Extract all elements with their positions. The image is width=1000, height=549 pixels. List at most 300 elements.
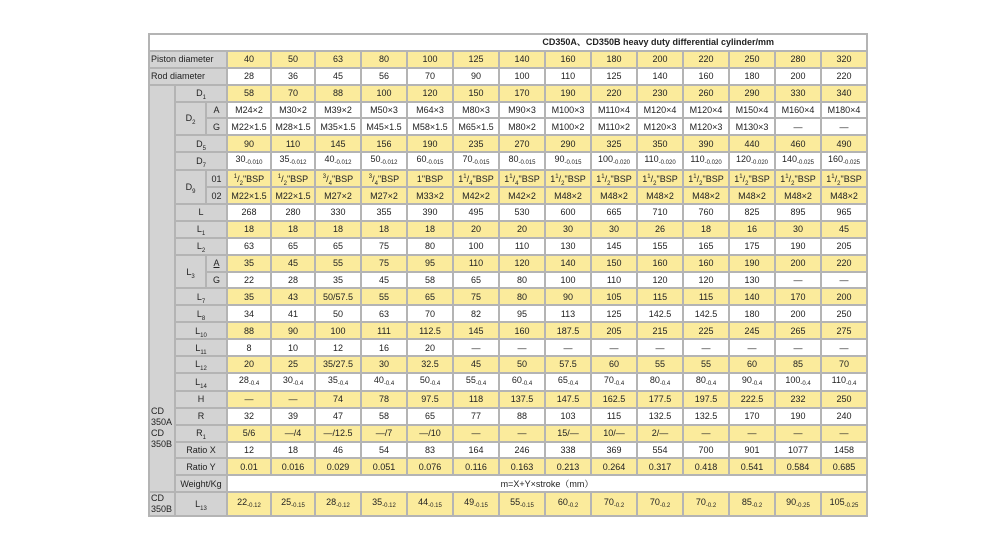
value-cell: 280	[776, 52, 820, 67]
value-cell	[228, 409, 270, 424]
value-cell	[822, 323, 866, 338]
tolerance: -0.010	[245, 160, 263, 167]
cell-value: 120	[735, 154, 751, 165]
cell-value: 145	[606, 241, 622, 252]
value-cell	[776, 273, 820, 288]
cell-value: —	[793, 121, 803, 132]
fraction-denominator: 4	[328, 180, 332, 187]
value-cell	[822, 153, 866, 169]
value-cell	[228, 103, 270, 118]
fraction-numerator: 1	[463, 173, 467, 180]
fraction-numerator: 1	[233, 173, 238, 180]
row-label	[176, 153, 226, 169]
cell-value: 197.5	[694, 394, 718, 405]
cell-value: 0.016	[281, 461, 305, 472]
value-cell: 56	[362, 69, 406, 84]
spec-row-weight	[150, 476, 866, 491]
value-cell	[362, 188, 406, 203]
cell-value: 15/—	[557, 428, 579, 439]
value-cell	[592, 323, 636, 338]
value-cell: $1^1/_4"BSP$	[454, 171, 498, 186]
value-cell	[272, 188, 314, 203]
cell-value: 95	[424, 258, 435, 269]
cell-value: 78	[378, 394, 389, 405]
value-cell	[592, 459, 636, 474]
value-cell	[454, 239, 498, 254]
cell-value: M120×3	[643, 121, 677, 132]
spec-row-l3a	[150, 256, 866, 271]
value-cell: $1^1/_2"BSP$	[730, 171, 774, 186]
value-cell	[272, 374, 314, 390]
cell-value: 965	[836, 207, 852, 218]
value-cell	[408, 306, 452, 321]
value-cell: $^3/_4"BSP$	[316, 171, 360, 186]
cell-value: 39	[287, 411, 298, 422]
cell-value: 43	[287, 291, 298, 302]
cell-value: M58×1.5	[412, 121, 448, 132]
cell-value: M42×2	[462, 190, 490, 201]
value-cell	[638, 119, 682, 134]
cell-value: 82	[470, 308, 481, 319]
cell-value: 110	[514, 241, 530, 252]
cell-value: 45	[378, 275, 389, 286]
value-cell	[546, 289, 590, 304]
cell-value: M100×3	[551, 105, 585, 115]
value-cell	[776, 86, 820, 101]
value-cell	[228, 153, 270, 169]
value-cell	[638, 136, 682, 151]
cell-value: M90×3	[508, 105, 536, 115]
cell-value: 70	[603, 374, 614, 385]
value-cell	[272, 340, 314, 355]
cell-value: 35	[332, 275, 343, 286]
value-cell	[272, 86, 314, 101]
title-row	[150, 35, 866, 50]
cell-value: 58	[424, 275, 435, 286]
value-cell: $1^1/_4"BSP$	[500, 171, 544, 186]
cell-value: 45	[470, 359, 481, 370]
value-cell	[272, 289, 314, 304]
cell-value: M48×2	[600, 190, 628, 201]
cell-value: 147.5	[556, 394, 580, 405]
value-cell	[500, 374, 544, 390]
cell-value: 220	[606, 88, 622, 99]
value-cell	[362, 205, 406, 220]
value-cell	[592, 103, 636, 118]
value-cell	[228, 306, 270, 321]
value-cell	[638, 256, 682, 271]
row-sublabel: G	[207, 119, 226, 134]
cell-value: 80	[516, 275, 527, 286]
row-label-subscript: 12	[200, 366, 207, 372]
cell-value: 495	[468, 207, 484, 218]
value-cell	[408, 493, 452, 515]
row-sublabel	[207, 171, 226, 186]
cell-value: 50	[516, 359, 527, 370]
cell-value: 230	[652, 88, 668, 99]
value-cell	[684, 306, 728, 321]
value-cell	[408, 340, 452, 355]
cell-value: 60	[557, 497, 568, 508]
value-cell	[684, 256, 728, 271]
group-label-cd350a-cd350b	[150, 86, 174, 492]
cell-value: 54	[378, 445, 389, 456]
cell-value: M160×4	[781, 105, 815, 115]
cell-value: 112.5	[419, 325, 441, 336]
value-cell	[362, 222, 406, 237]
cell-value: 115	[698, 291, 714, 302]
value-cell	[638, 239, 682, 254]
value-cell: $1^1/_2"BSP$	[592, 171, 636, 186]
value-cell	[730, 443, 774, 458]
value-cell	[272, 256, 314, 271]
value-cell: 180	[730, 69, 774, 84]
spec-row-l13	[150, 493, 866, 515]
cell-value: 110	[644, 154, 659, 165]
cell-value: 340	[836, 88, 852, 99]
fraction-numerator: 1	[693, 173, 697, 180]
tolerance: -0.012	[289, 160, 307, 167]
cell-value: 100	[376, 88, 392, 99]
value-cell	[316, 340, 360, 355]
cell-value: 132.5	[648, 411, 672, 422]
value-cell: 100	[408, 52, 452, 67]
cell-value: —	[471, 342, 481, 353]
value-cell	[776, 323, 820, 338]
row-label-text: L	[186, 266, 192, 277]
row-label-text: L	[195, 342, 201, 353]
cell-value: M50×3	[370, 105, 398, 115]
value-cell	[454, 153, 498, 169]
value-cell	[822, 119, 866, 134]
value-cell	[228, 392, 270, 407]
value-cell	[362, 273, 406, 288]
value-cell	[730, 239, 774, 254]
tolerance: -0.4	[846, 380, 857, 387]
value-cell	[408, 273, 452, 288]
fraction-denominator: 2	[653, 180, 657, 187]
value-cell	[408, 119, 452, 134]
value-cell	[546, 323, 590, 338]
cell-value: 130	[744, 275, 760, 286]
tolerance: -0.25	[844, 503, 859, 510]
value-cell	[684, 426, 728, 441]
tolerance: -0.2	[567, 503, 579, 510]
cell-value: 330	[790, 88, 806, 99]
value-cell	[730, 306, 774, 321]
cell-value: 75	[378, 258, 389, 269]
value-cell	[454, 357, 498, 372]
cell-value: 0.685	[832, 461, 856, 472]
tolerance: -0.2	[751, 503, 763, 510]
value-cell	[546, 103, 590, 118]
group-label-text: CD 350A CD 350B	[151, 405, 173, 449]
cell-value: M45×1.5	[366, 121, 402, 132]
cell-value: 205	[836, 241, 852, 252]
value-cell	[546, 188, 590, 203]
cell-value: 120	[514, 258, 530, 269]
value-cell	[638, 103, 682, 118]
value-cell	[730, 374, 774, 390]
spec-row-ratioy	[150, 459, 866, 474]
tolerance: -0.025	[843, 160, 861, 167]
cell-value: 18	[287, 224, 298, 235]
row-label-text: D	[196, 138, 203, 149]
cell-value: M39×2	[324, 105, 352, 115]
value-cell	[500, 256, 544, 271]
cell-value: 70	[603, 497, 614, 508]
value-cell	[228, 222, 270, 237]
thread-suffix: "BSP	[286, 173, 309, 184]
cell-value: 90	[243, 138, 254, 149]
value-cell	[500, 289, 544, 304]
value-cell	[272, 409, 314, 424]
row-label-text: L	[196, 291, 202, 302]
spec-row-r	[150, 409, 866, 424]
tolerance: -0.4	[705, 380, 717, 387]
whole-part: 1	[504, 173, 510, 184]
tolerance: -0.4	[751, 380, 763, 387]
cell-value: 120	[422, 88, 438, 99]
cell-value: 232	[790, 394, 806, 405]
value-cell	[546, 119, 590, 134]
value-cell	[684, 392, 728, 407]
cell-value: 75	[378, 241, 389, 252]
row-label-subscript: 2	[201, 248, 206, 254]
cell-value: 250	[836, 308, 852, 319]
tolerance: -0.2	[659, 503, 671, 510]
cell-value: 65	[557, 374, 568, 385]
cell-value: 28	[238, 374, 249, 385]
value-cell	[272, 306, 314, 321]
cell-value: 700	[698, 445, 714, 456]
cell-value: 290	[744, 88, 760, 99]
value-cell	[592, 493, 636, 515]
cell-value: 41	[287, 308, 298, 319]
cell-value: 460	[790, 138, 806, 149]
fraction-denominator: 4	[469, 180, 473, 187]
value-cell: 125	[592, 69, 636, 84]
cell-value: 90	[786, 497, 797, 508]
cell-value: 110	[606, 275, 622, 286]
cell-value: 5/6	[242, 428, 256, 439]
tolerance: -0.12	[336, 503, 350, 510]
row-label-text: L	[195, 499, 201, 510]
value-cell	[822, 256, 866, 271]
cell-value: 160	[652, 258, 668, 269]
cell-value: 22	[243, 275, 254, 286]
value-cell: 140	[500, 52, 544, 67]
value-cell	[546, 493, 590, 515]
value-cell	[500, 493, 544, 515]
value-cell	[684, 323, 728, 338]
spec-row-d901	[150, 171, 866, 186]
value-cell	[316, 306, 360, 321]
cell-value: 110	[690, 154, 705, 165]
cell-value: —	[839, 428, 849, 439]
value-cell	[592, 392, 636, 407]
spec-row-l10	[150, 323, 866, 338]
value-cell	[730, 153, 774, 169]
value-cell	[408, 86, 452, 101]
cell-value: 70	[838, 359, 849, 370]
cell-value: 35	[279, 154, 290, 165]
value-cell	[316, 136, 360, 151]
tolerance: -0.4	[521, 380, 533, 387]
value-cell	[316, 493, 360, 515]
value-cell	[684, 86, 728, 101]
cell-value: 165	[698, 241, 714, 252]
cell-value: 50	[370, 154, 381, 165]
cell-value: —	[517, 428, 527, 439]
cell-value: 150	[606, 258, 622, 269]
value-cell	[730, 323, 774, 338]
cell-value: 2/—	[651, 428, 669, 439]
row-label	[176, 86, 226, 101]
value-cell	[316, 357, 360, 372]
value-cell	[500, 340, 544, 355]
value-cell	[730, 86, 774, 101]
cell-value: 35	[327, 374, 338, 385]
value-cell	[684, 222, 728, 237]
rod-diameter-label: Rod diameter	[150, 69, 226, 84]
cell-value: 140	[744, 291, 760, 302]
value-cell	[822, 374, 866, 390]
value-cell	[592, 289, 636, 304]
value-cell	[408, 153, 452, 169]
cell-value: 45	[838, 224, 849, 235]
cell-value: 70	[695, 497, 706, 508]
whole-part: 1	[826, 173, 832, 184]
cell-value: M120×3	[689, 121, 723, 132]
spec-row-l7	[150, 289, 866, 304]
thread-suffix: "BSP	[472, 173, 494, 184]
value-cell	[408, 426, 452, 441]
value-cell	[822, 459, 866, 474]
value-cell	[638, 205, 682, 220]
value-cell	[500, 205, 544, 220]
cell-value: 65	[332, 241, 343, 252]
value-cell	[592, 340, 636, 355]
cell-value: 170	[790, 291, 806, 302]
spec-row-ratiox	[150, 443, 866, 458]
value-cell	[228, 323, 270, 338]
cell-value: 162.5	[602, 394, 626, 405]
tolerance: -0.12	[247, 503, 261, 510]
cell-value: 325	[606, 138, 622, 149]
cell-value: 120	[698, 275, 714, 286]
cell-value: 330	[330, 207, 346, 218]
cell-value: —	[288, 394, 298, 405]
tolerance: -0.4	[613, 380, 625, 387]
cell-value: 115	[606, 411, 622, 422]
value-cell	[776, 153, 820, 169]
value-cell	[408, 409, 452, 424]
cell-value: M22×1.5	[231, 190, 267, 201]
value-cell	[546, 392, 590, 407]
cell-value: —/12.5	[323, 428, 353, 439]
value-cell	[272, 426, 314, 441]
value-cell	[546, 409, 590, 424]
cell-value: —	[747, 342, 757, 353]
cell-value: 90	[562, 291, 573, 302]
value-cell	[592, 374, 636, 390]
value-cell	[500, 409, 544, 424]
value-cell: 110	[546, 69, 590, 84]
fraction-numerator: 1	[277, 173, 282, 180]
cell-value: 80	[424, 241, 435, 252]
cell-value: 0.116	[465, 461, 487, 472]
cell-value: 18	[332, 224, 343, 235]
value-cell	[730, 392, 774, 407]
value-cell	[730, 409, 774, 424]
cell-value: 60	[746, 359, 757, 370]
value-cell	[500, 443, 544, 458]
group-label-cd350b: CD 350B	[151, 493, 173, 515]
value-cell	[822, 289, 866, 304]
value-cell	[546, 222, 590, 237]
row-label	[176, 136, 226, 151]
value-cell	[776, 493, 820, 515]
value-cell	[638, 188, 682, 203]
value-cell	[822, 493, 866, 515]
cell-value: 665	[606, 207, 622, 218]
cell-value: —	[471, 428, 481, 439]
value-cell	[228, 493, 270, 515]
cell-value: —	[563, 342, 573, 353]
value-cell	[362, 103, 406, 118]
value-cell: 125	[454, 52, 498, 67]
value-cell: 180	[592, 52, 636, 67]
value-cell	[822, 340, 866, 355]
cell-value: 145	[330, 138, 346, 149]
cell-value: 85	[792, 359, 803, 370]
value-cell	[776, 306, 820, 321]
fraction-denominator: 2	[745, 180, 749, 187]
cell-value: M27×2	[370, 190, 398, 201]
value-cell	[454, 103, 498, 118]
cell-value: 50	[332, 308, 343, 319]
cell-value: —/7	[375, 428, 393, 439]
value-cell	[316, 119, 360, 134]
value-cell	[454, 306, 498, 321]
cell-value: 28	[326, 497, 337, 508]
value-cell	[730, 103, 774, 118]
value-cell	[228, 443, 270, 458]
value-cell	[638, 426, 682, 441]
value-cell	[408, 392, 452, 407]
value-cell	[272, 119, 314, 134]
cell-value: 88	[516, 411, 527, 422]
cell-value: 105	[829, 497, 845, 508]
cell-value: 118	[468, 394, 484, 405]
value-cell	[500, 153, 544, 169]
whole-part: 1	[734, 173, 740, 184]
cell-value: 1077	[787, 445, 809, 456]
row-label	[176, 409, 226, 424]
value-cell	[822, 86, 866, 101]
row-label-subscript: 3	[191, 273, 195, 280]
row-label	[176, 323, 226, 338]
cell-value: 260	[698, 88, 714, 99]
cell-value: 200	[790, 308, 806, 319]
cell-value: 160	[827, 154, 843, 165]
value-cell	[362, 409, 406, 424]
value-cell	[684, 119, 728, 134]
row-label-text: L	[195, 325, 201, 336]
cell-value: 270	[514, 138, 530, 149]
value-cell	[316, 86, 360, 101]
